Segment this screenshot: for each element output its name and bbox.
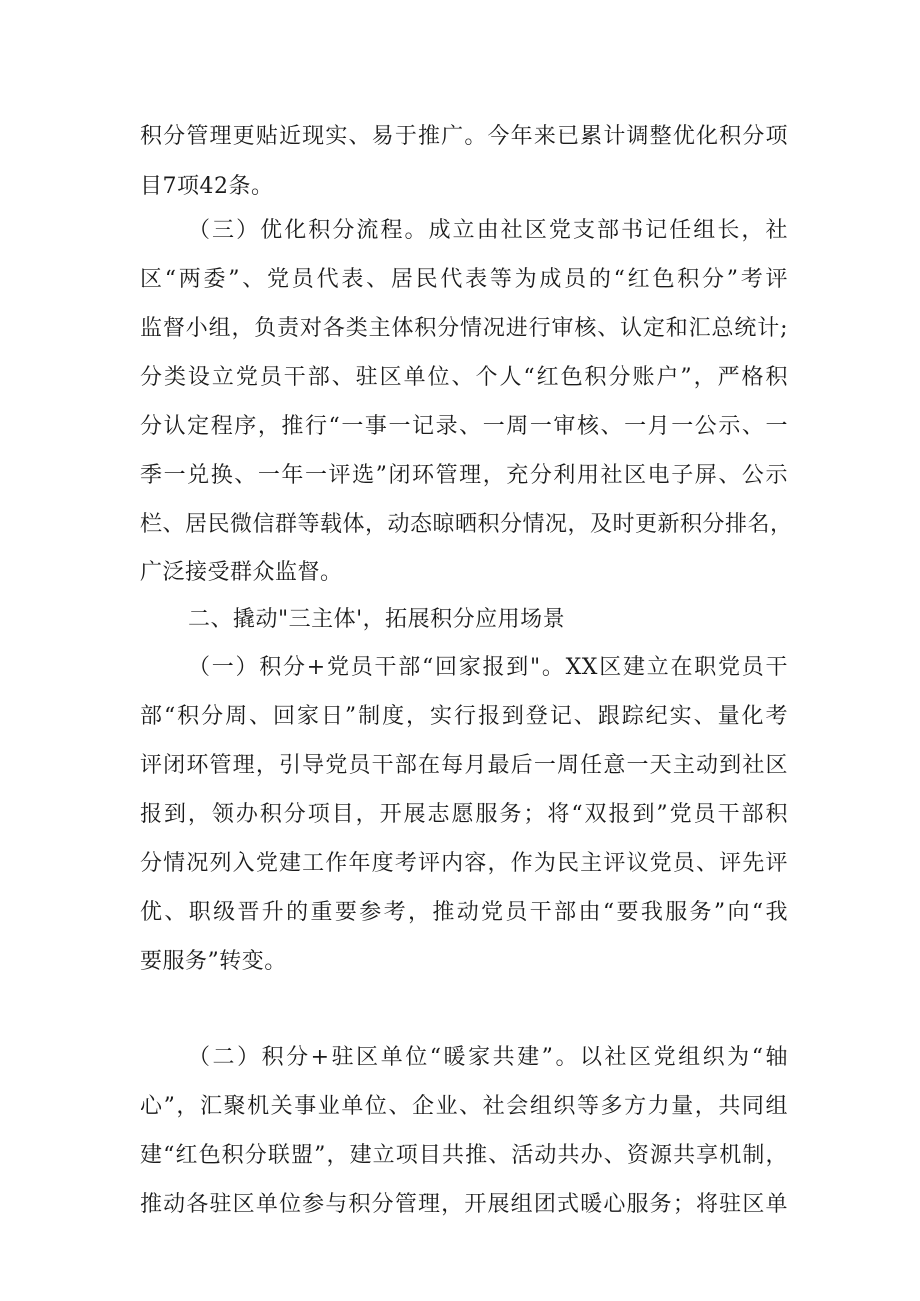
text-line: 分类设立党员干部、驻区单位、个人“红色积分账户”，严格积 — [140, 365, 788, 390]
section-heading: 二、撬动"三主体'，拓展积分应用场景 — [188, 607, 566, 632]
text-line: 分情况列入党建工作年度考评内容，作为民主评议党员、评先评 — [140, 851, 788, 876]
text-line: 推动各驻区单位参与积分管理，开展组团式暖心服务；将驻区单 — [140, 1192, 788, 1217]
text-line: 要服务”转变。 — [140, 949, 287, 974]
text-line: 目7项42条。 — [140, 174, 274, 199]
text-line: 季一兑换、一年一评选”闭环管理，充分利用社区电子屏、公示 — [140, 463, 788, 488]
text-line: 部“积分周、回家日”制度，实行报到登记、跟踪纪实、量化考 — [140, 704, 788, 729]
text-line: 监督小组，负责对各类主体积分情况进行审核、认定和汇总统计; — [140, 316, 788, 341]
text-line: 积分管理更贴近现实、易于推广。今年来已累计调整优化积分项 — [140, 124, 788, 149]
text-line: （二）积分+驻区单位“暖家共建”。以社区党组织为“轴 — [188, 1045, 788, 1070]
text-line: 栏、居民微信群等载体，动态晾晒积分情况，及时更新积分排名， — [140, 512, 793, 537]
text-line: 优、职级晋升的重要参考，推动党员干部由“要我服务”向“我 — [140, 900, 788, 925]
text-line: （一）积分+党员干部“回家报到"。XX区建立在职党员干 — [188, 655, 788, 680]
text-line: 建“红色积分联盟”，建立项目共推、活动共办、资源共享机制， — [140, 1143, 788, 1168]
text-line: 分认定程序，推行“一事一记录、一周一审核、一月一公示、一 — [140, 414, 788, 439]
text-line: 广泛接受群众监督。 — [140, 560, 343, 585]
text-line: 心”，汇聚机关事业单位、企业、社会组织等多方力量，共同组 — [140, 1094, 788, 1119]
text-line: 评闭环管理，引导党员干部在每月最后一周任意一天主动到社区 — [140, 753, 788, 778]
text-line: （三）优化积分流程。成立由社区党支部书记任组长，社 — [188, 218, 788, 243]
text-line: 报到，领办积分项目，开展志愿服务；将“双报到”党员干部积 — [140, 802, 788, 827]
text-line: 区“两委”、党员代表、居民代表等为成员的“红色积分”考评 — [140, 267, 788, 292]
